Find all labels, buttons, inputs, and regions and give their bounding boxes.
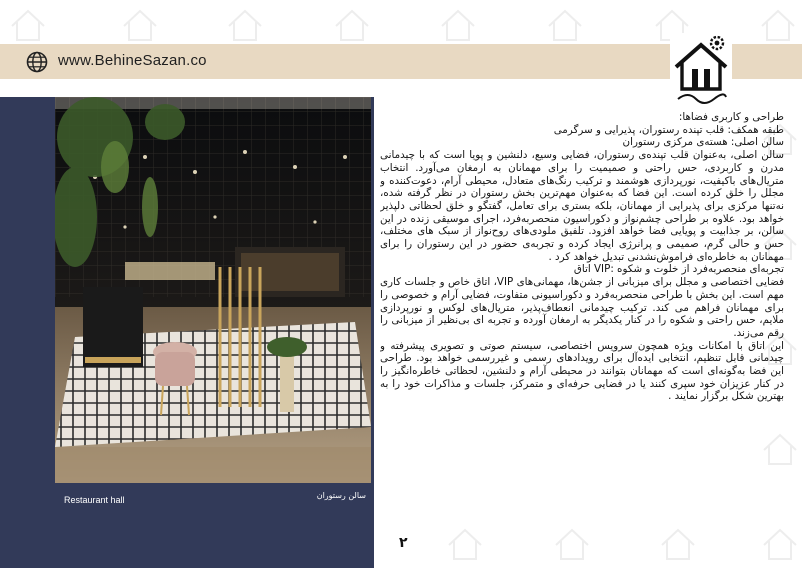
website-url[interactable]: www.BehineSazan.co xyxy=(58,52,207,69)
house-watermark-icon xyxy=(658,525,698,565)
house-watermark-icon xyxy=(758,6,798,46)
main-hall-paragraph: سالن اصلی، به‌عنوان قلب تپنده‌ی رستوران، فضایی وسیع، دلنشین و پویا است که با چیدمانی مدرن و کاربردی، حس راحتی و صمیمیت را برای مهمانان به ارمغان می‌آورد. انتخاب متریال‌های باکیفیت، نورپردازی هوشمند و ترکیب رنگ‌های متعادل، محیطی آرام، دعوت‌کننده و مجلل را خلق کرده است. این فضا که به‌عنوان مهم‌ترین بخش رستوران در نظر گرفته شده، نه‌تنها مرکزی برای پذیرایی از مهمانان، بلکه بستری برای تعامل، گفتگو و خلق لحظاتی دلپذیر خواهد بود. علاوه بر طراحی چشم‌نواز و دکوراسیون منحصربه‌فرد، اجرای موسیقی زنده در این سالن، بر جذابیت و پویایی فضا خواهد افزود. تلفیق ملودی‌های روح‌نواز از سبک های مختلف، حس و حالی گرم، صمیمی و پرانرژی ایجاد کرده و تجربه‌ی حضور در این رستوران را برای مهمانان به خاطره‌ای فراموش‌نشدنی تبدیل خواهد کرد . xyxy=(380,149,784,263)
globe-icon xyxy=(26,51,48,73)
caption-english: Restaurant hall xyxy=(64,495,125,505)
caption-persian: سالن رستوران xyxy=(316,491,366,500)
house-watermark-icon xyxy=(332,6,372,46)
house-watermark-icon xyxy=(545,6,585,46)
house-watermark-icon xyxy=(438,6,478,46)
house-watermark-icon xyxy=(120,6,160,46)
house-watermark-icon xyxy=(445,525,485,565)
house-watermark-icon xyxy=(552,525,592,565)
page-number: ۲ xyxy=(399,535,408,551)
floor-heading: طبقه همکف: قلب تپنده رستوران، پذیرایی و سرگرمی xyxy=(553,123,784,136)
house-watermark-icon xyxy=(8,6,48,46)
house-watermark-icon xyxy=(225,6,265,46)
restaurant-photo xyxy=(55,97,371,483)
house-watermark-icon xyxy=(760,525,800,565)
house-logo-icon xyxy=(670,33,732,109)
main-hall-heading: سالن اصلی: هسته‌ی مرکزی رستوران xyxy=(622,136,784,149)
vip-heading: تجربه‌ای منحصربه‌فرد از خلوت و شکوه :VIP اتاق xyxy=(573,263,784,276)
vip-paragraph-2: این اتاق با امکانات ویژه همچون سرویس اختصاصی، سیستم صوتی و تصویری پیشرفته و چیدمانی قابل تنظیم، انتخابی ایده‌آل برای رویدادهای رسمی و غیررسمی خواهد بود. طراحی این فضا به‌گونه‌ای است که مهمانان بتوانند در محیطی آرام و دلنشین، لحظاتی خاطره‌انگیز را در کنار عزیزان خود سپری کنند یا در فضایی حرفه‌ای و متمرکز، جلسات و مذاکرات خود را به بهترین شکل برگزار نمایند . xyxy=(380,339,784,403)
section-heading: طراحی و کاربری فضاها: xyxy=(678,111,784,123)
body-text xyxy=(380,111,784,523)
vip-paragraph-1: فضایی اختصاصی و مجلل برای میزبانی از جشن‌ها، مهمانی‌های VIP، اتاق خاص و جلسات کاری مهم است. این بخش با طراحی منحصربه‌فرد و دکوراسیونی متفاوت، فضایی آرام و خصوصی را برای مهمانان فراهم می کند. ترکیب چیدمانی انعطاف‌پذیر، متریال‌های لوکس و نورپردازی ملایم، حس راحتی و شکوه را در کنار یکدیگر به ارمغان آورده و تجربه ای بی‌نظیر از میزبانی را رقم می‌زند. xyxy=(380,276,784,339)
